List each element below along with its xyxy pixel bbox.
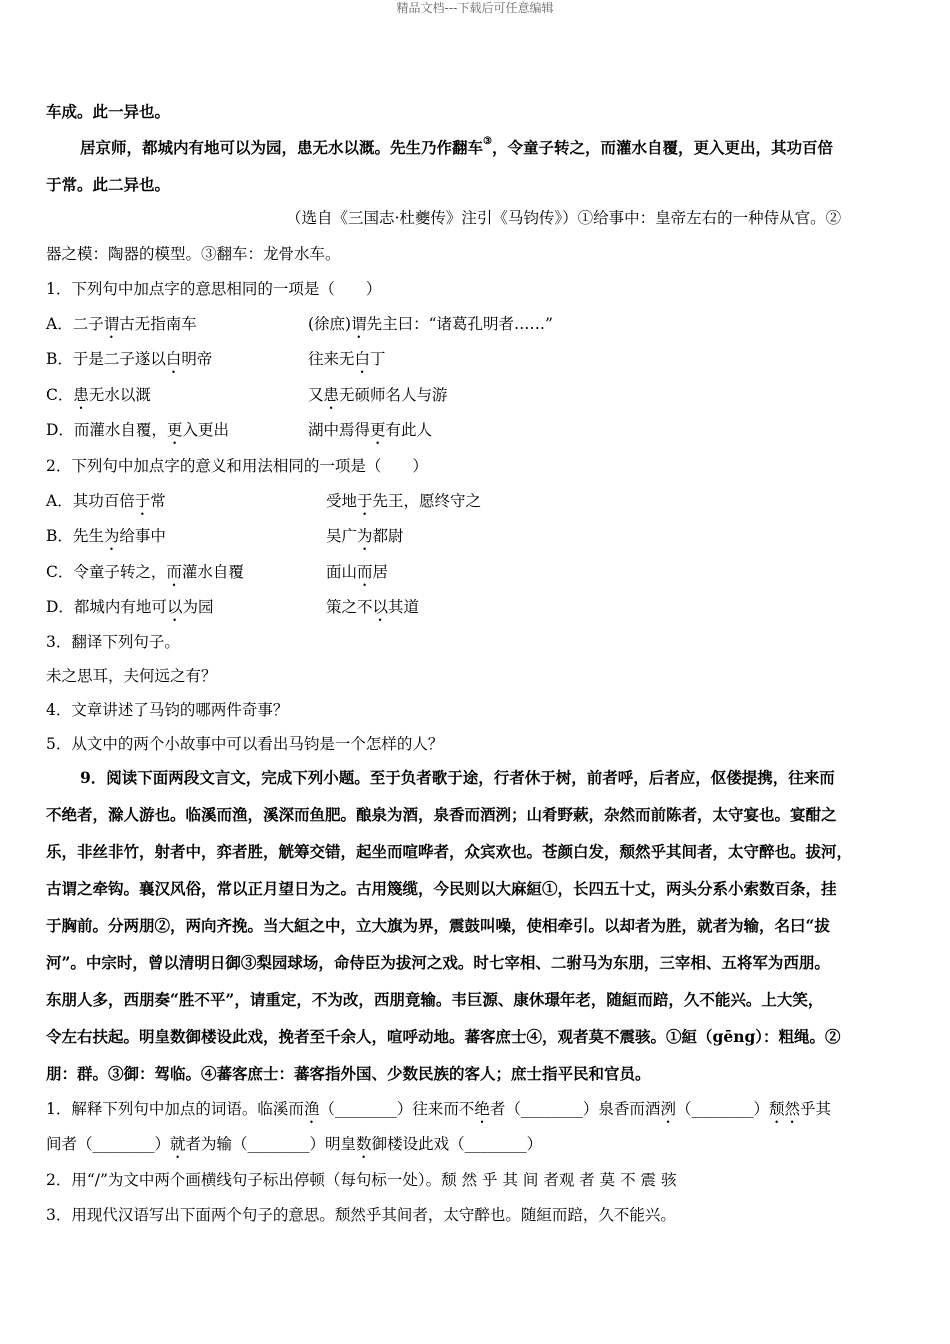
dotted-char: 于 [134,492,151,510]
q9-sub1-continued: 间者（________）就者为输（________）明皇数御楼设此戏（________） [46,1135,543,1153]
page-header: 精品文档---下载后可任意编辑 [396,1,554,15]
dotted-char: 而 [166,563,182,581]
question-2-option-b: B．先生为给事中 吴广为都尉 [46,527,404,545]
dotted-char: 以 [372,598,389,616]
q9-passage-line: 于胸前。分两朋②，两向齐挽。当大絙之中，立大旗为界，震鼓叫噪，使相牵引。以却者为胜，就者为输，名曰“拔 [46,916,830,935]
dotted-char: 患 [73,386,89,404]
dotted-char: 洌 [660,1100,676,1118]
dotted-char: 颓然 [768,1100,800,1118]
question-1-stem: 1．下列句中加点字的意思相同的一项是（ ） [46,280,382,298]
passage-line: 于常。此二异也。 [46,175,171,194]
question-2-stem: 2．下列句中加点字的意义和用法相同的一项是（ ） [46,457,428,475]
dotted-char: 就 [170,1135,186,1153]
dotted-char: 而 [357,563,373,581]
dotted-char: 数 [356,1135,372,1153]
passage-text: 居京师，都城内有地可以为园，患无水以溉。先生乃作翻车 [80,138,484,157]
dotted-char: 更 [166,421,183,439]
source-citation: （选自《三国志·杜夔传》注引《马钧传》）①给事中：皇帝左右的一种侍从官。② [286,209,842,227]
footnote-mark: ③ [483,136,492,147]
question-1-option-c: C．患无水以溉 又患无硕师名人与游 [46,386,448,404]
q9-sub3: 3．用现代汉语写出下面两个句子的意思。颓然乎其间者，太守醉也。随絙而踣，久不能兴。 [46,1206,676,1224]
dotted-char: 白 [165,350,182,368]
q9-passage-line: 不绝者，滁人游也。临溪而渔，溪深而鱼肥。酿泉为酒，泉香而酒洌；山肴野蔌，杂然而前陈者，太守宴也。宴酣之 [46,805,837,824]
dotted-char: 绝 [474,1100,490,1118]
question-1-option-d: D．而灌水自覆，更入更出 湖中焉得更有此人 [46,421,433,439]
q9-passage-line: 河”。中宗时，曾以清明日御③梨园球场，命侍臣为拔河之戏。时七宰相、二驸马为东朋，三宰相、五将军为西朋。 [46,953,830,972]
question-4-stem: 4．文章讲述了马钧的哪两件奇事？ [46,701,289,719]
passage-line [80,136,833,158]
question-2-option-c: C．令童子转之，而灌水自覆 面山而居 [46,563,389,581]
dotted-char: 以 [166,598,183,616]
question-1-option-b: B．于是二子遂以白明帝 往来无白丁 [46,350,386,368]
question-3-stem: 3．翻译下列句子。 [46,633,180,651]
q9-passage-line: 朋：群。③御：驾临。④蕃客庶士：蕃客指外国、少数民族的客人；庶士指平民和官员。 [46,1064,651,1083]
dotted-char: 为 [357,527,373,545]
q9-sub2: 2．用“/”为文中两个画横线句子标出停顿（每句标一处）。颓 然 乎 其 间 者观 者 莫 不 震 骇 [46,1171,677,1189]
dotted-char: 谓 [103,315,120,333]
dotted-char: 为 [103,527,120,545]
question-2-option-a: A．其功百倍于常 受地于先王，愿终守之 [46,492,482,510]
dotted-char: 患 [323,386,340,404]
dotted-char: 更 [370,421,386,439]
q9-passage-line: 古谓之牵钩。襄汉风俗，常以正月望日为之。古用篾缆，今民则以大麻絙①，长四五十丈，两头分系小索数百条，挂 [46,879,837,898]
dotted-char: 渔 [303,1100,320,1118]
dotted-char: 于 [357,492,373,510]
passage-text: ，令童子转之，而灌水自覆，更入更出，其功百倍 [491,138,833,157]
q9-passage-line: 令左右扶起。明皇数御楼设此戏，挽者至千余人，喧呼动地。蕃客庶士④，观者莫不震骇。①絙（gēng）：粗绳。② [46,1027,841,1046]
q9-passage-line: 9．阅读下面两段文言文，完成下列小题。至于负者歌于途，行者休于树，前者呼，后者应，伛偻提携，往来而 [80,768,835,787]
q9-passage-line: 乐，非丝非竹，射者中，弈者胜，觥筹交错，起坐而喧哗者，众宾欢也。苍颜白发，颓然乎其间者，太守醉也。拔河， [46,842,853,861]
q9-passage-line: 东朋人多，西朋奏“胜不平”，请重定，不为改，西朋竟输。韦巨源、康休璟年老，随絙而踣，久不能兴。上大笑， [46,990,824,1009]
dotted-char: 白 [354,350,371,368]
question-3-sentence: 未之思耳，夫何远之有？ [46,667,217,685]
question-5-stem: 5．从文中的两个小故事中可以看出马钧是一个怎样的人？ [46,735,444,753]
question-1-option-a: A．二子谓古无指南车 (徐庶)谓先主曰：“诸葛孔明者……” [46,315,553,333]
footnotes: 器之模：陶器的模型。③翻车：龙骨水车。 [46,245,341,263]
q9-sub1: 1．解释下列句中加点的词语。临溪而渔（________）往来而不绝者（________）泉香而酒洌（________）颓然乎其 [46,1100,831,1118]
question-2-option-d: D．都城内有地可以为园 策之不以其道 [46,598,420,616]
dotted-char: 谓 [351,315,367,333]
passage-line: 车成。此一异也。 [46,102,171,121]
